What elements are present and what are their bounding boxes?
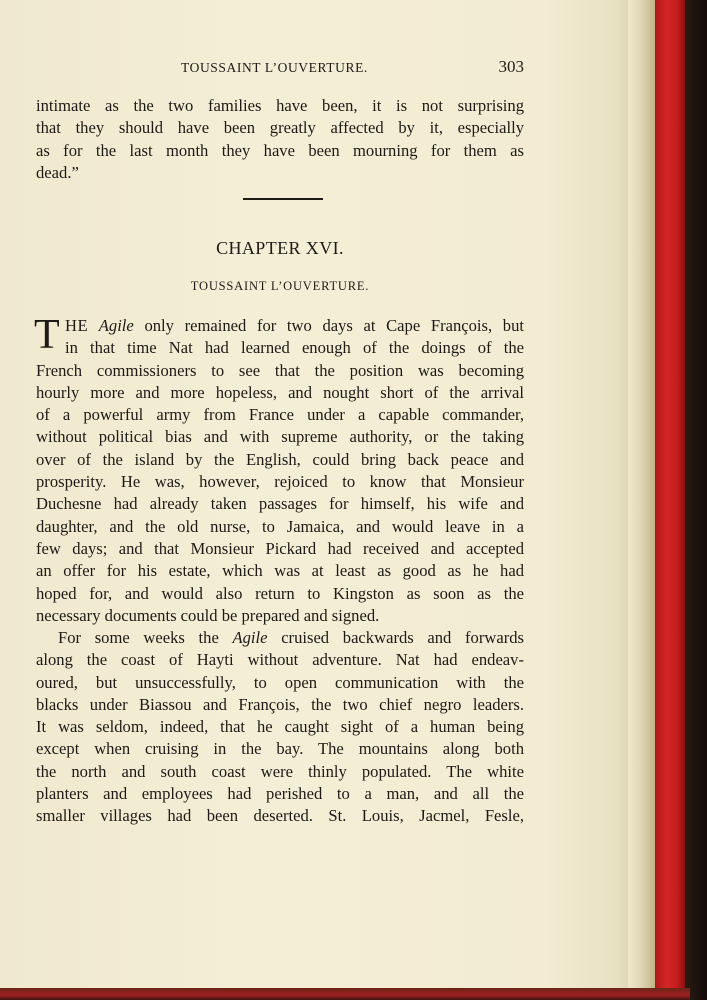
text-line: [36, 315, 524, 337]
ship-name: Agile: [232, 628, 268, 647]
text-line: of a powerful army from France under a capable commander,: [36, 405, 524, 425]
text-line: [36, 627, 524, 649]
drop-cap-letter: T: [34, 312, 60, 358]
text-line: oured, but unsuccessfully, to open communication with the: [36, 672, 524, 692]
running-head: [36, 57, 524, 80]
text-line: hoped for, and would also return to Kingston as soon as the: [36, 583, 524, 603]
text-line: blacks under Biassou and François, the two chief negro leaders.: [36, 694, 524, 714]
book-bottom-edge: [0, 988, 690, 1000]
text-line: French commissioners to see that the position was becoming: [36, 360, 524, 380]
text-line: except when cruising in the bay. The mountains along both: [36, 739, 524, 759]
top-paragraph: [36, 95, 524, 184]
text-fragment: cruised backwards and forwards: [281, 628, 524, 647]
chapter-subtitle: TOUSSAINT L’OUVERTURE.: [190, 279, 370, 293]
book-cover-edge: [655, 0, 685, 1000]
text-line: few days; and that Monsieur Pickard had received and accepted: [36, 538, 524, 558]
first-paragraph: [34, 312, 524, 627]
text-line: planters and employees had perished to a man, and all the: [36, 784, 524, 804]
background-shadow: [685, 0, 707, 1000]
second-paragraph: [36, 627, 524, 828]
text-line: dead.”: [36, 162, 79, 182]
text-line: in that time Nat had learned enough of the doings of the: [65, 338, 524, 358]
text-line: an offer for his estate, which was at least as good as he had: [36, 561, 524, 581]
text-line: along the coast of Hayti without adventure. Nat had endeav-: [36, 650, 524, 670]
text-line: the north and south coast were thinly populated. The white: [36, 761, 524, 781]
page-edge-stack: [628, 0, 658, 990]
text-line: over of the island by the English, could bring back peace and: [36, 449, 524, 469]
text-line: that they should have been greatly affected by it, especially: [36, 118, 524, 138]
text-line: as for the last month they have been mourning for them as: [36, 140, 524, 160]
text-line: daughter, and the old nurse, to Jamaica, and would leave in a: [36, 516, 524, 536]
text-line: necessary documents could be prepared and signed.: [36, 605, 380, 625]
text-line: prosperity. He was, however, rejoiced to know that Monsieur: [36, 472, 524, 492]
page-number: 303: [498, 57, 524, 76]
text-fragment: only remained for two days at Cape François, but: [144, 316, 524, 335]
text-line: It was seldom, indeed, that he caught sight of a human being: [36, 717, 524, 737]
text-line: Duchesne had already taken passages for himself, his wife and: [36, 494, 524, 514]
text-fragment: For some weeks the: [58, 628, 219, 647]
text-line: hourly more and more hopeless, and nought short of the arrival: [36, 382, 524, 402]
chapter-heading: CHAPTER XVI.: [216, 238, 344, 258]
text-line: without political bias and with supreme authority, or the taking: [36, 427, 524, 447]
drop-cap-word-rest: HE: [65, 316, 89, 335]
section-divider-rule: [243, 198, 323, 200]
text-line: smaller villages had been deserted. St. Louis, Jacmel, Fesle,: [36, 806, 524, 826]
text-line: intimate as the two families have been, it is not surprising: [36, 96, 524, 115]
running-head-title: TOUSSAINT L’OUVERTURE.: [181, 60, 368, 75]
ship-name: Agile: [98, 316, 134, 335]
